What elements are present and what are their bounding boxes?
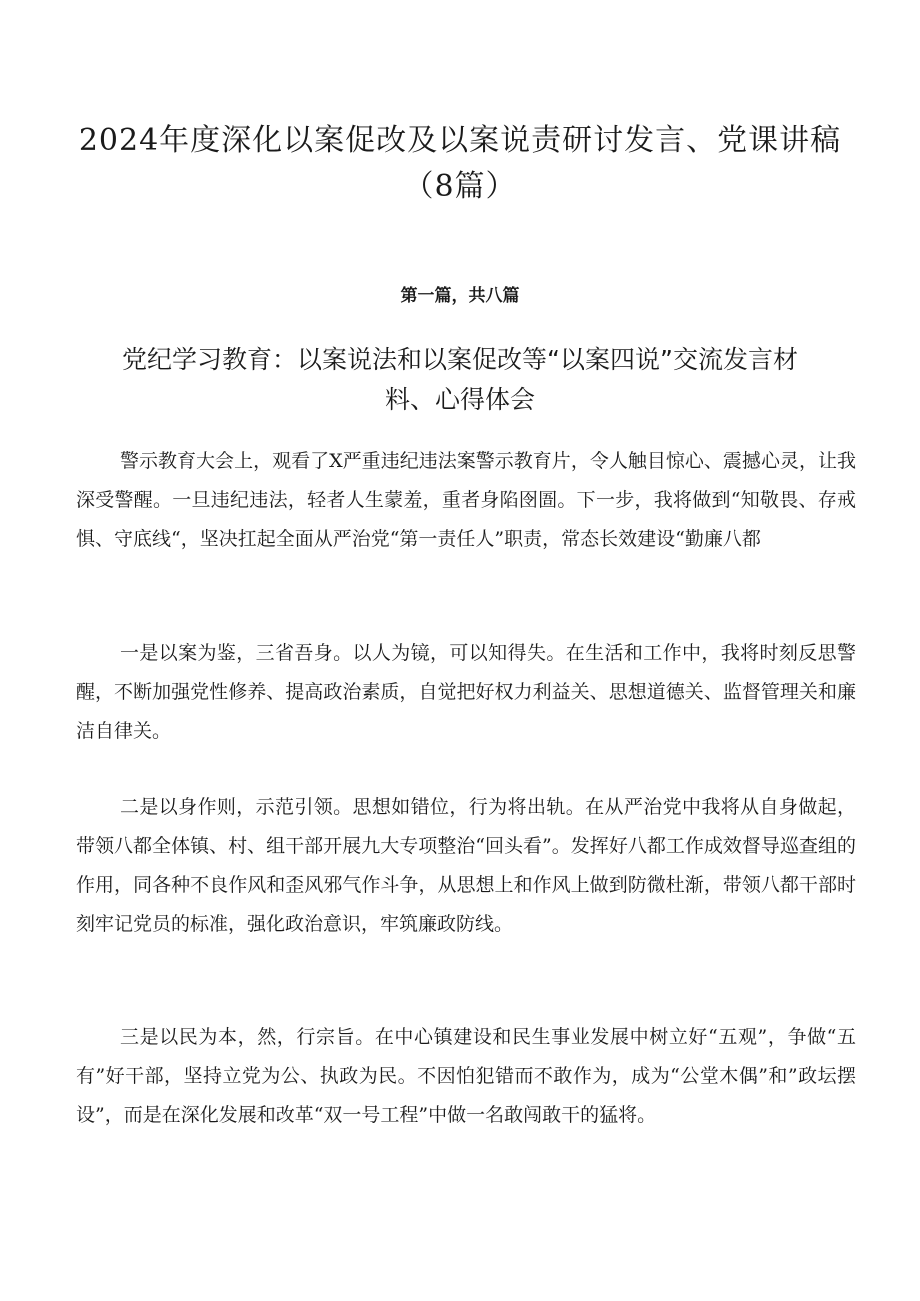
section-label: 第一篇，共八篇 [400, 286, 520, 306]
paragraph-point-two: 二是以身作则，示范引领。思想如错位，行为将出轨。在从严治党中我将从自身做起，带领八都全体镇、村、组干部开展九大专项整治“回头看”。发挥好八都工作成效督导巡查组的作用，同各种不良作风和歪风邪气作斗争，从思想上和作风上做到防微杜渐，带领八都干部时刻牢记党员的标准，强化政治意识，牢筑廉政防线。 [76, 796, 856, 935]
section-heading: 党纪学习教育：以案说法和以案促改等“以案四说”交流发言材料、心得体会 [122, 345, 798, 414]
paragraph-intro: 警示教育大会上，观看了X严重违纪违法案警示教育片，令人触目惊心、震撼心灵，让我深受警醒。一旦违纪违法，轻者人生蒙羞，重者身陷囹圄。下一步，我将做到“知敬畏、存戒惧、守底线“，坚决扛起全面从严治党“第一责任人”职责，常态长效建设“勤廉八都 [76, 450, 856, 550]
document-title: 2024年度深化以案促改及以案说责研讨发言、党课讲稿（8篇） [78, 123, 842, 204]
paragraph-point-one: 一是以案为鉴，三省吾身。以人为镜，可以知得失。在生活和工作中，我将时刻反思警醒，不断加强党性修养、提高政治素质，自觉把好权力利益关、思想道德关、监督管理关和廉洁自律关。 [76, 642, 856, 742]
paragraph-point-three: 三是以民为本，然，行宗旨。在中心镇建设和民生事业发展中树立好“五观”，争做“五有”好干部，坚持立党为公、执政为民。不因怕犯错而不敢作为，成为“公堂木偶”和”政坛摆设”，而是在深化发展和改革“双一号工程”中做一名敢闯敢干的猛将。 [76, 1026, 856, 1126]
